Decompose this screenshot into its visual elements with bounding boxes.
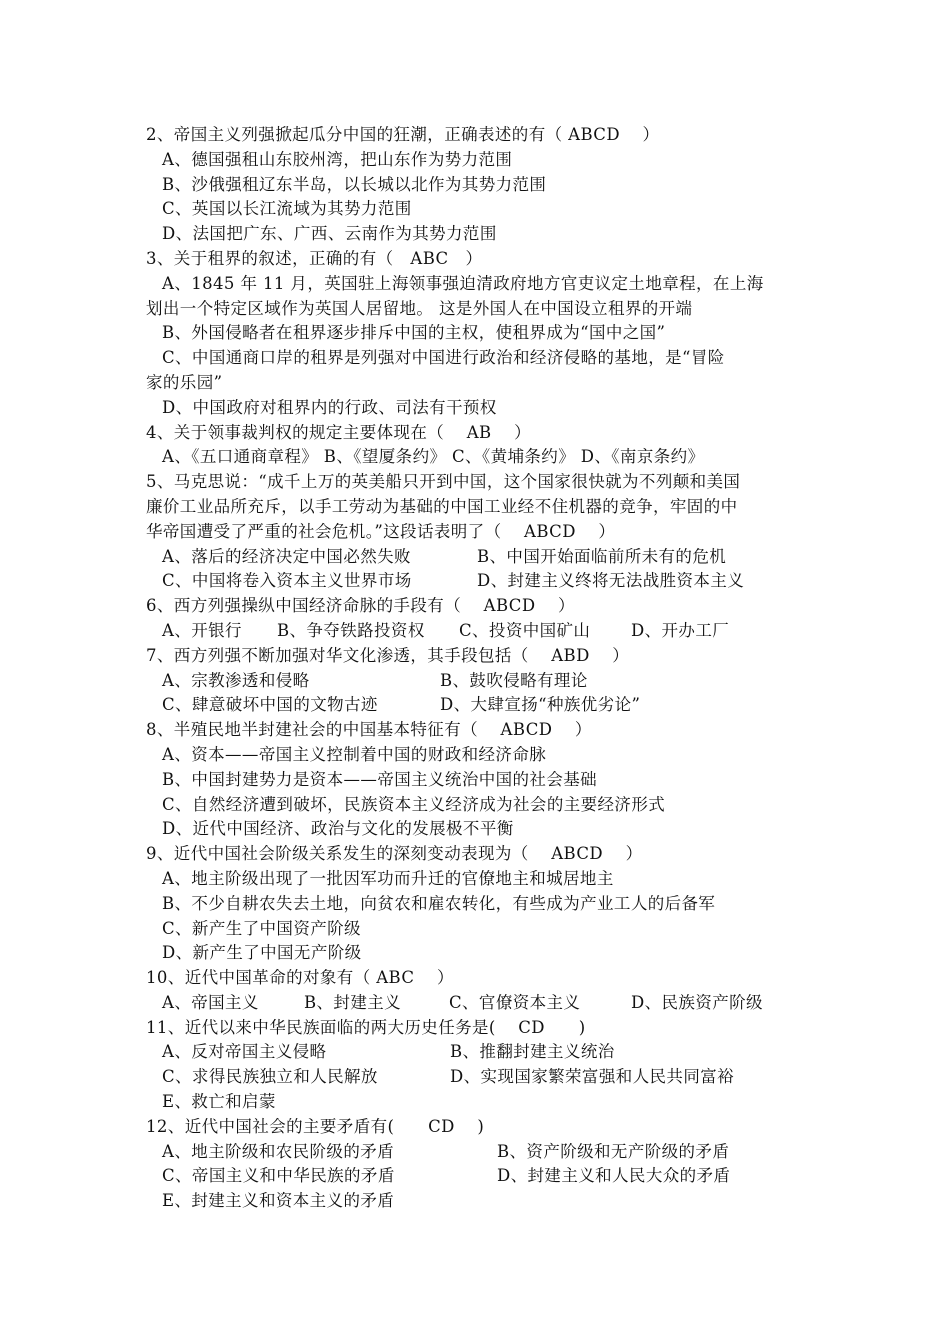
options-row: [146, 1164, 810, 1189]
option-a: A、开银行: [162, 620, 242, 640]
option-a-continued: 划出一个特定区域作为英国人居留地。 这是外国人在中国设立租界的开端: [146, 298, 693, 318]
question-stem: 5、马克思说：“成千上万的英美船只开到中国，这个国家很快就为不列颠和美国: [146, 472, 741, 492]
option-b: B、外国侵略者在租界逐步排斥中国的主权，使租界成为“国中之国”: [162, 323, 666, 343]
question-stem-continued: 廉价工业品所充斥，以手工劳动为基础的中国工业经不住机器的竞争，牢固的中: [146, 496, 738, 516]
options-row: A、《五口通商章程》 B、《望厦条约》 C、《黄埔条约》 D、《南京条约》: [162, 447, 705, 467]
option-a: A、地主阶级出现了一批因军功而升迁的官僚地主和城居地主: [162, 868, 614, 888]
question-stem: 4、关于领事裁判权的规定主要体现在（ AB ）: [146, 422, 532, 442]
option-a: A、宗教渗透和侵略: [162, 670, 310, 690]
question-9: [146, 842, 810, 966]
option-b: B、封建主义: [304, 992, 402, 1012]
option-b: B、中国开始面临前所未有的危机: [477, 546, 727, 566]
option-c: C、肆意破坏中国的文物古迹: [162, 695, 378, 715]
option-d: D、大肆宣扬“种族优劣论”: [440, 695, 641, 715]
question-stem: 2、帝国主义列强掀起瓜分中国的狂潮，正确表述的有（ ABCD ）: [146, 125, 660, 144]
option-b: B、中国封建势力是资本——帝国主义统治中国的社会基础: [162, 769, 598, 789]
options-row: [146, 1140, 810, 1165]
option-c: C、英国以长江流域为其势力范围: [162, 199, 412, 219]
option-b: B、争夺铁路投资权: [277, 620, 425, 640]
options-row: [146, 1040, 810, 1065]
option-a: A、地主阶级和农民阶级的矛盾: [162, 1141, 395, 1161]
question-10: [146, 966, 810, 1016]
option-d: D、中国政府对租界内的行政、司法有干预权: [162, 397, 497, 417]
question-stem: 12、近代中国社会的主要矛盾有( CD ): [146, 1116, 485, 1136]
option-c: C、帝国主义和中华民族的矛盾: [162, 1166, 395, 1186]
question-6: [146, 594, 810, 644]
option-b: B、资产阶级和无产阶级的矛盾: [497, 1141, 730, 1161]
option-c: C、官僚资本主义: [449, 992, 581, 1012]
option-c: C、中国将卷入资本主义世界市场: [162, 571, 412, 591]
option-d: D、近代中国经济、政治与文化的发展极不平衡: [162, 819, 514, 839]
question-stem: 8、半殖民地半封建社会的中国基本特征有（ ABCD ）: [146, 720, 592, 740]
option-a: A、反对帝国主义侵略: [162, 1042, 327, 1062]
question-7: [146, 644, 810, 718]
question-stem: 6、西方列强操纵中国经济命脉的手段有（ ABCD ）: [146, 596, 575, 616]
options-row: [146, 569, 810, 594]
option-c: C、中国通商口岸的租界是列强对中国进行政治和经济侵略的基地，是“冒险: [162, 348, 725, 368]
option-e: E、救亡和启蒙: [162, 1092, 276, 1112]
options-row: [146, 619, 810, 644]
option-e: E、封建主义和资本主义的矛盾: [162, 1191, 395, 1211]
option-a: A、德国强租山东胶州湾，把山东作为势力范围: [162, 149, 513, 169]
option-c: C、投资中国矿山: [459, 620, 591, 640]
document-page: [146, 123, 810, 1214]
question-5: [146, 470, 810, 594]
option-b: B、沙俄强租辽东半岛，以长城以北作为其势力范围: [162, 174, 547, 194]
option-d: D、民族资产阶级: [631, 992, 763, 1012]
question-8: [146, 718, 810, 842]
option-d: D、实现国家繁荣富强和人民共同富裕: [450, 1067, 735, 1087]
question-stem: 10、近代中国革命的对象有（ ABC ）: [146, 968, 454, 988]
option-d: D、新产生了中国无产阶级: [162, 943, 362, 963]
question-3: [146, 247, 810, 421]
question-stem: 3、关于租界的叙述，正确的有（ ABC ）: [146, 248, 483, 268]
question-stem-continued: 华帝国遭受了严重的社会危机。”这段话表明了（ ABCD ）: [146, 521, 616, 541]
option-a: A、1845 年 11 月，英国驻上海领事强迫清政府地方官吏议定土地章程，在上海: [162, 273, 764, 293]
option-b: B、鼓吹侵略有理论: [440, 670, 588, 690]
option-d: D、法国把广东、广西、云南作为其势力范围: [162, 224, 497, 244]
options-row: [146, 1065, 810, 1090]
option-b: B、推翻封建主义统治: [450, 1042, 615, 1062]
option-d: D、封建主义终将无法战胜资本主义: [477, 571, 745, 591]
option-b: B、不少自耕农失去土地，向贫农和雇农转化，有些成为产业工人的后备军: [162, 893, 716, 913]
options-row: [146, 545, 810, 570]
question-12: [146, 1115, 810, 1214]
question-stem: 9、近代中国社会阶级关系发生的深刻变动表现为（ ABCD ）: [146, 844, 643, 864]
question-stem: 7、西方列强不断加强对华文化渗透，其手段包括（ ABD ）: [146, 645, 630, 665]
option-a: A、帝国主义: [162, 992, 259, 1012]
question-2: [146, 123, 810, 247]
options-row: [146, 669, 810, 694]
option-c: C、求得民族独立和人民解放: [162, 1067, 378, 1087]
option-d: D、开办工厂: [631, 620, 730, 640]
option-d: D、封建主义和人民大众的矛盾: [497, 1166, 731, 1186]
question-4: [146, 421, 810, 471]
option-a: A、落后的经济决定中国必然失败: [162, 546, 411, 566]
options-row: [146, 693, 810, 718]
options-row: [146, 991, 810, 1016]
question-stem: 11、近代以来中华民族面临的两大历史任务是( CD ): [146, 1017, 586, 1037]
option-c: C、自然经济遭到破坏，民族资本主义经济成为社会的主要经济形式: [162, 794, 666, 814]
option-c-continued: 家的乐园”: [146, 372, 223, 392]
option-a: A、资本——帝国主义控制着中国的财政和经济命脉: [162, 744, 547, 764]
option-c: C、新产生了中国资产阶级: [162, 918, 361, 938]
question-11: [146, 1016, 810, 1115]
